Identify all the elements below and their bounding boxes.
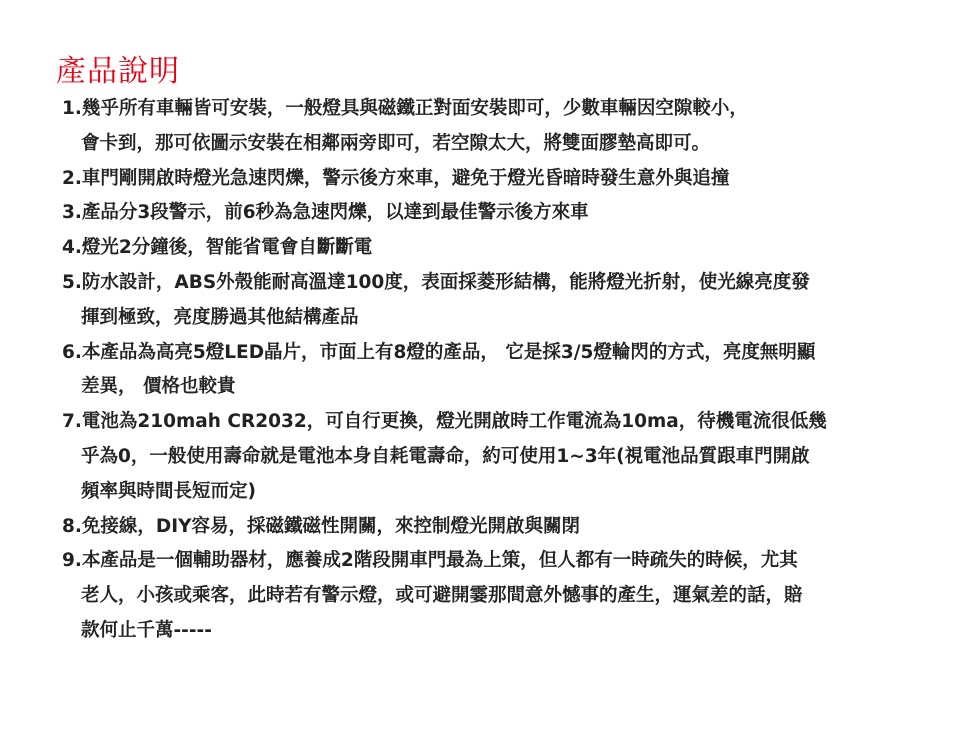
item-6-line-2: 差異， 價格也較貴 bbox=[81, 376, 236, 398]
item-4-line-1: 4.燈光2分鐘後，智能省電會自斷斷電 bbox=[62, 237, 373, 259]
item-7-line-1: 7.電池為210mah CR2032，可自行更換，燈光開啟時工作電流為10ma，待機電流很低幾 bbox=[62, 411, 827, 433]
item-8-line-1: 8.免接線，DIY容易，採磁鐵磁性開關，來控制燈光開啟與關閉 bbox=[62, 515, 581, 537]
item-3-line-1: 3.產品分3段警示，前6秒為急速閃爍，以達到最佳警示後方來車 bbox=[62, 202, 589, 224]
page-title: 產品說明 bbox=[56, 54, 180, 89]
item-9-line-1: 9.本產品是一個輔助器材，應養成2階段開車門最為上策，但人都有一時疏失的時候，尤其 bbox=[62, 550, 798, 572]
item-6-line-1: 6.本產品為高亮5燈LED晶片，市面上有8燈的產品， 它是採3/5燈輪閃的方式，亮度無明顯 bbox=[62, 341, 816, 363]
item-5-line-2: 揮到極致，亮度勝過其他結構產品 bbox=[81, 306, 359, 328]
item-5-line-1: 5.防水設計，ABS外殼能耐高溫達100度，表面採菱形結構，能將燈光折射，使光線亮度發 bbox=[62, 271, 810, 293]
item-7-line-2: 乎為0，一般使用壽命就是電池本身自耗電壽命，約可使用1~3年(視電池品質跟車門開啟 bbox=[81, 445, 810, 467]
item-7-line-3: 頻率與時間長短而定) bbox=[81, 480, 256, 502]
item-1-line-2: 會卡到，那可依圖示安裝在相鄰兩旁即可，若空隙太大，將雙面膠墊高即可。 bbox=[81, 132, 711, 154]
item-9-line-3: 款何止千萬----- bbox=[81, 619, 212, 641]
description-list bbox=[62, 92, 942, 649]
item-2-line-1: 2.車門剛開啟時燈光急速閃爍，警示後方來車，避免于燈光昏暗時發生意外與追撞 bbox=[62, 167, 730, 189]
item-9-line-2: 老人，小孩或乘客，此時若有警示燈，或可避開霎那間意外憾事的產生，運氣差的話，賠 bbox=[81, 585, 803, 607]
item-1-line-1: 1.幾乎所有車輛皆可安裝，一般燈具與磁鐵正對面安裝即可，少數車輛因空隙較小， bbox=[62, 98, 748, 119]
